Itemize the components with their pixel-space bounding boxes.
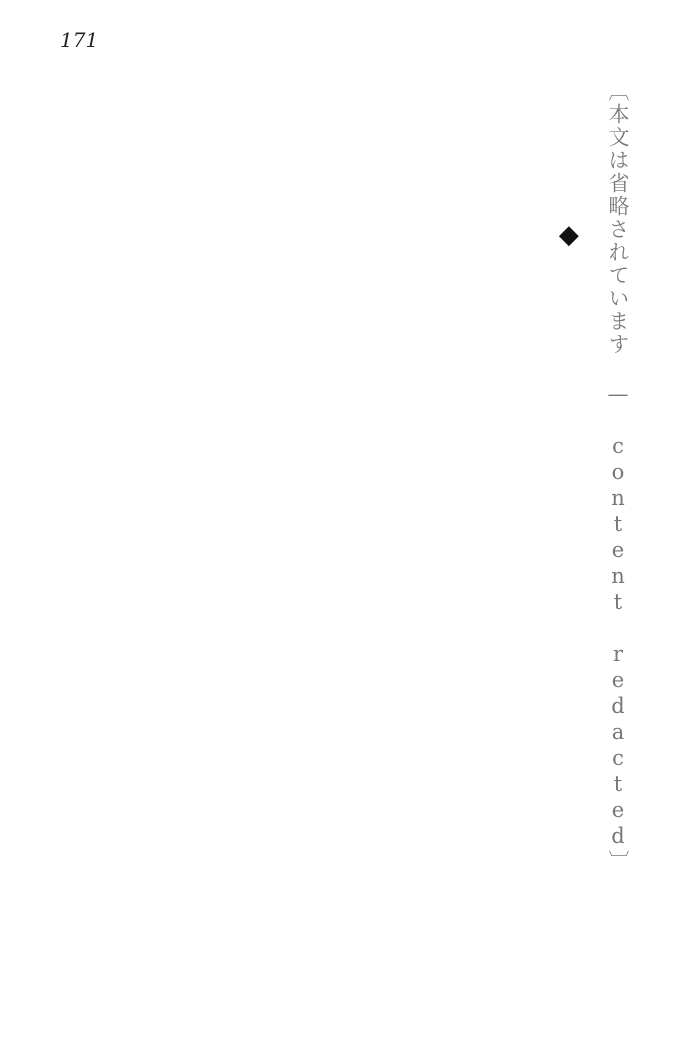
redacted-text: 〔本文は省略されています — content redacted〕 (606, 80, 630, 873)
section-divider: ◆ (553, 220, 584, 250)
page-number: 171 (60, 28, 99, 52)
vertical-text-block (40, 80, 640, 990)
